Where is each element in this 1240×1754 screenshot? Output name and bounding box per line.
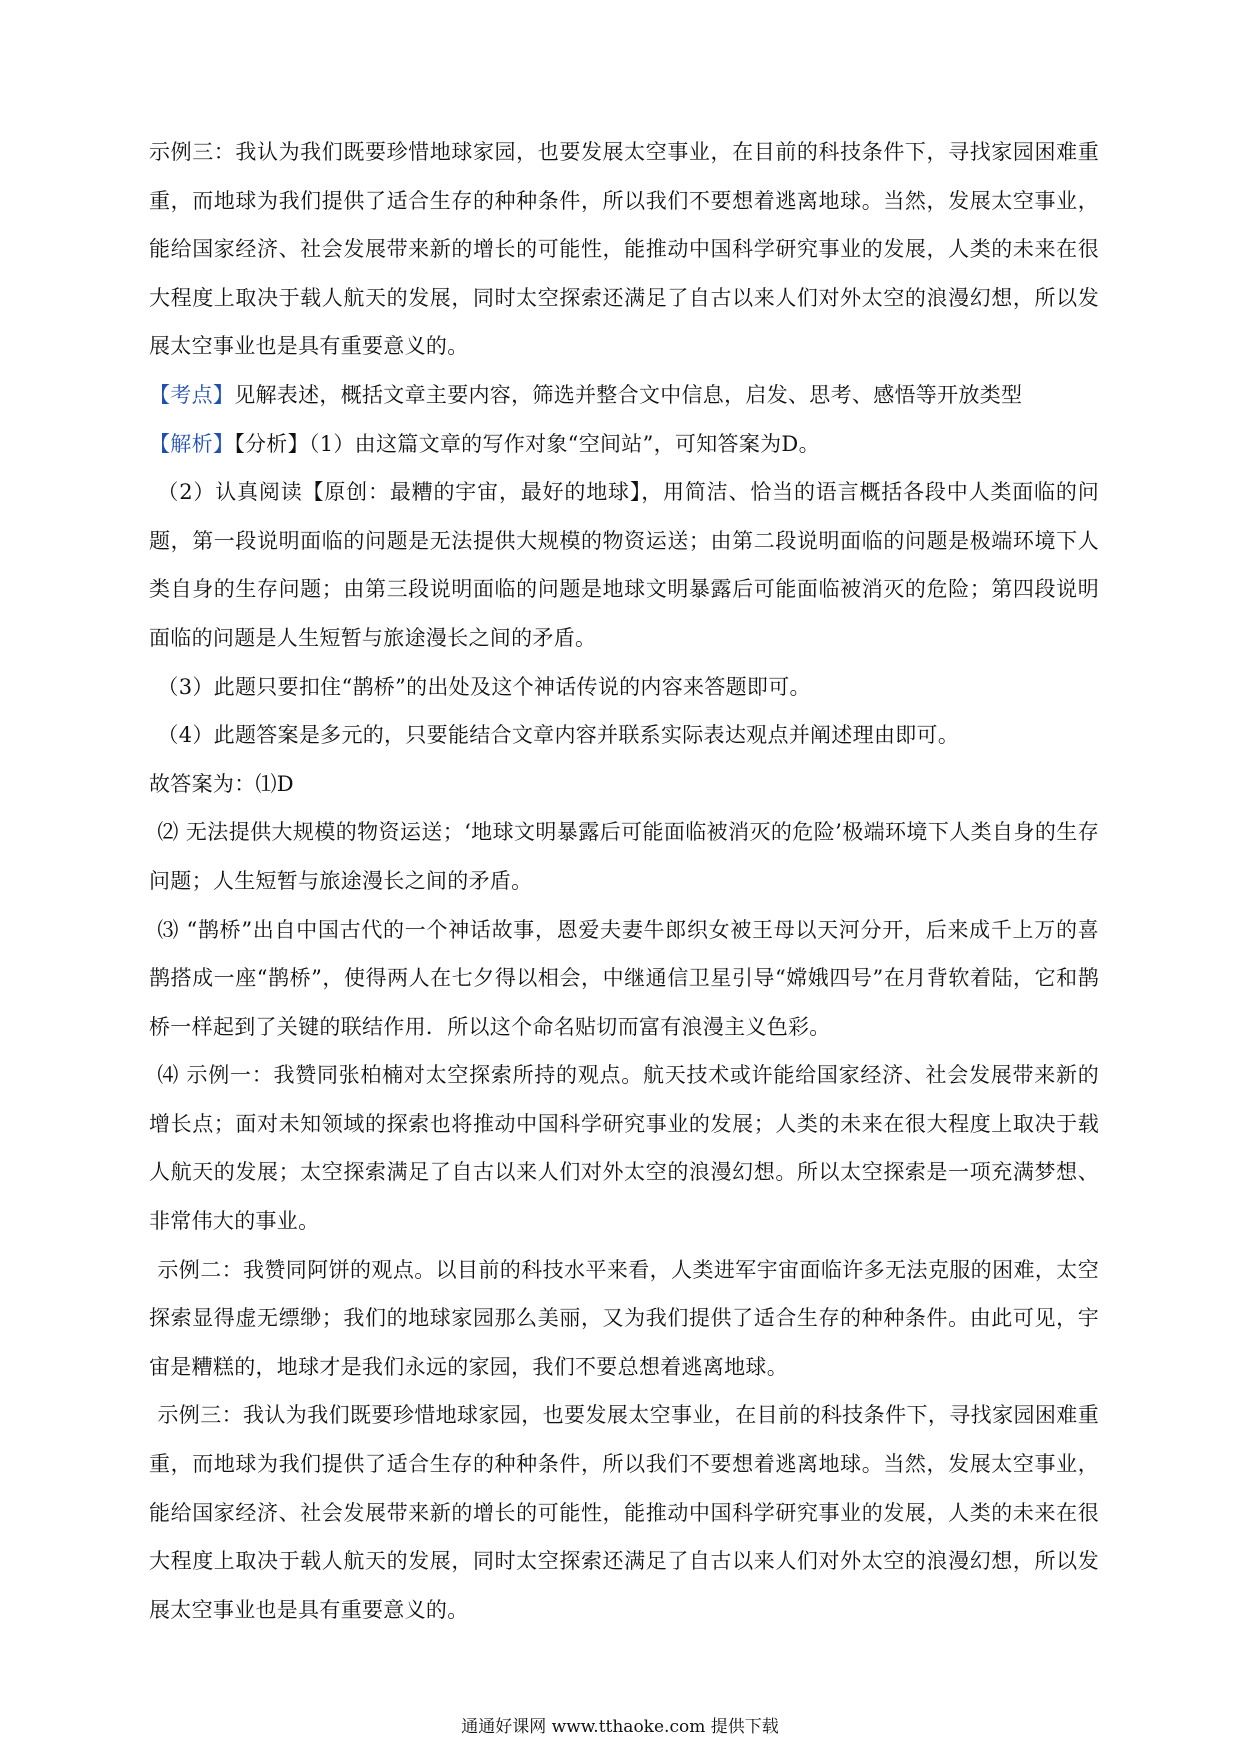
answer-4-example-one: ⑷ 示例一：我赞同张柏楠对太空探索所持的观点。航天技术或许能给国家经济、社会发展带来新的增长点；面对未知领域的探索也将推动中国科学研究事业的发展；人类的未来在很大程度上取决于载人航天的发展；太空探索满足了自古以来人们对外太空的浪漫幻想。所以太空探索是一项充满梦想、非常伟大的事业。 (149, 1063, 1099, 1234)
jiexi-tag: 【解析】 (149, 431, 235, 456)
example-three-paragraph-top: 示例三：我认为我们既要珍惜地球家园，也要发展太空事业，在目前的科技条件下，寻找家园困难重重，而地球为我们提供了适合生存的种种条件，所以我们不要想着逃离地球。当然，发展太空事业，能给国家经济、社会发展带来新的增长的可能性，能推动中国科学研究事业的发展，人类的未来在很大程度上取决于载人航天的发展，同时太空探索还满足了自古以来人们对外太空的浪漫幻想，所以发展太空事业也是具有重要意义的。 (149, 140, 1099, 359)
jiexi-text: 【分析】（1）由这篇文章的写作对象“空间站”，可知答案为D。 (234, 431, 820, 456)
jiexi-paragraph (149, 420, 1099, 469)
answer-2: ⑵ 无法提供大规模的物资运送；‘地球文明暴露后可能面临被消灭的危险’极端环境下人类自身的生存问题；人生短暂与旅途漫长之间的矛盾。 (149, 820, 1099, 893)
page-footer: 通通好课网 www.tthaoke.com 提供下载 (461, 1717, 779, 1737)
kaodian-text: 见解表述，概括文章主要内容，筛选并整合文中信息，启发、思考、感悟等开放类型 (234, 382, 1023, 407)
answer-heading: 故答案为：⑴D (149, 771, 294, 796)
answer-4-example-three: 示例三：我认为我们既要珍惜地球家园，也要发展太空事业，在目前的科技条件下，寻找家园困难重重，而地球为我们提供了适合生存的种种条件，所以我们不要想着逃离地球。当然，发展太空事业，能给国家经济、社会发展带来新的增长的可能性，能推动中国科学研究事业的发展，人类的未来在很大程度上取决于载人航天的发展，同时太空探索还满足了自古以来人们对外太空的浪漫幻想，所以发展太空事业也是具有重要意义的。 (149, 1403, 1099, 1622)
analysis-item-4: （4）此题答案是多元的，只要能结合文章内容并联系实际表达观点并阐述理由即可。 (157, 723, 960, 748)
answer-4-example-two: 示例二：我赞同阿饼的观点。以目前的科技水平来看，人类进军宇宙面临许多无法克服的困难，太空探索显得虚无缥缈；我们的地球家园那么美丽，又为我们提供了适合生存的种种条件。由此可见，宇宙是糟糕的，地球才是我们永远的家园，我们不要总想着逃离地球。 (149, 1257, 1099, 1379)
document-content (149, 128, 1099, 1634)
analysis-item-2: （2）认真阅读【原创：最糟的宇宙，最好的地球】，用简洁、恰当的语言概括各段中人类面临的问题，第一段说明面临的问题是无法提供大规模的物资运送；由第二段说明面临的问题是极端环境下人类自身的生存问题；由第三段说明面临的问题是地球文明暴露后可能面临被消灭的危险；第四段说明面临的问题是人生短暂与旅途漫长之间的矛盾。 (149, 480, 1099, 650)
answer-3: ⑶ “鹊桥”出自中国古代的一个神话故事，恩爱夫妻牛郎织女被王母以天河分开，后来成千上万的喜鹊搭成一座“鹊桥”，使得两人在七夕得以相会，中继通信卫星引导“嫦娥四号”在月背软着陆，它和鹊桥一样起到了关键的联结作用．所以这个命名贴切而富有浪漫主义色彩。 (149, 917, 1099, 1039)
analysis-item-3: （3）此题只要扣住“鹊桥”的出处及这个神话传说的内容来答题即可。 (157, 674, 811, 699)
kaodian-tag: 【考点】 (149, 382, 235, 407)
kaodian-paragraph (149, 371, 1099, 420)
